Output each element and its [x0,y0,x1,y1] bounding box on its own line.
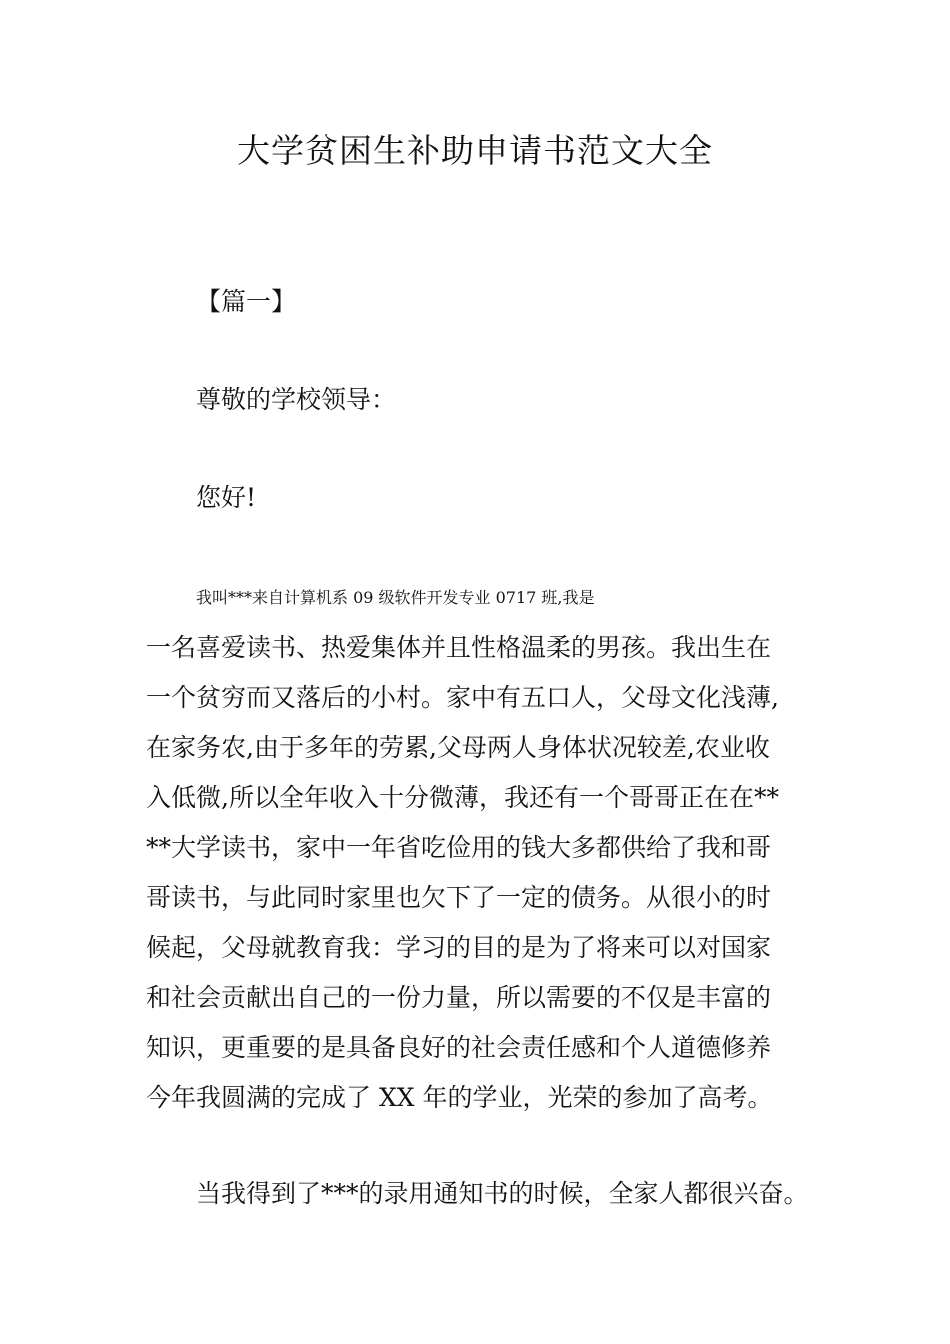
paragraph-line: 我叫***来自计算机系 09 级软件开发专业 0717 班,我是 [196,588,595,607]
paragraph-line: 知识，更重要的是具备良好的社会责任感和个人道德修养 [146,1033,772,1062]
paragraph-line: **大学读书，家中一年省吃俭用的钱大多都供给了我和哥 [146,833,772,862]
paragraph-1 [146,578,806,1128]
paragraph-2-line: 当我得到了***的录用通知书的时候，全家人都很兴奋。 [196,1179,809,1208]
paragraph-line: 入低微,所以全年收入十分微薄，我还有一个哥哥正在在** [146,783,779,812]
greeting: 您好! [196,483,257,512]
document-title: 大学贫困生补助申请书范文大全 [237,131,713,170]
paragraph-line: 一个贫穷而又落后的小村。家中有五口人，父母文化浅薄, [146,683,779,712]
salutation: 尊敬的学校领导： [196,385,397,414]
paragraph-line: 候起，父母就教育我：学习的目的是为了将来可以对国家 [146,933,772,962]
section-label: 【篇一】 [196,287,297,316]
paragraph-line: 和社会贡献出自己的一份力量，所以需要的不仅是丰富的 [146,983,772,1012]
paragraph-line: 哥读书，与此同时家里也欠下了一定的债务。从很小的时 [146,883,772,912]
paragraph-line: 今年我圆满的完成了 XX 年的学业，光荣的参加了高考。 [146,1083,773,1112]
paragraph-line: 在家务农,由于多年的劳累,父母两人身体状况较差,农业收 [146,733,770,762]
paragraph-line: 一名喜爱读书、热爱集体并且性格温柔的男孩。我出生在 [146,633,772,662]
